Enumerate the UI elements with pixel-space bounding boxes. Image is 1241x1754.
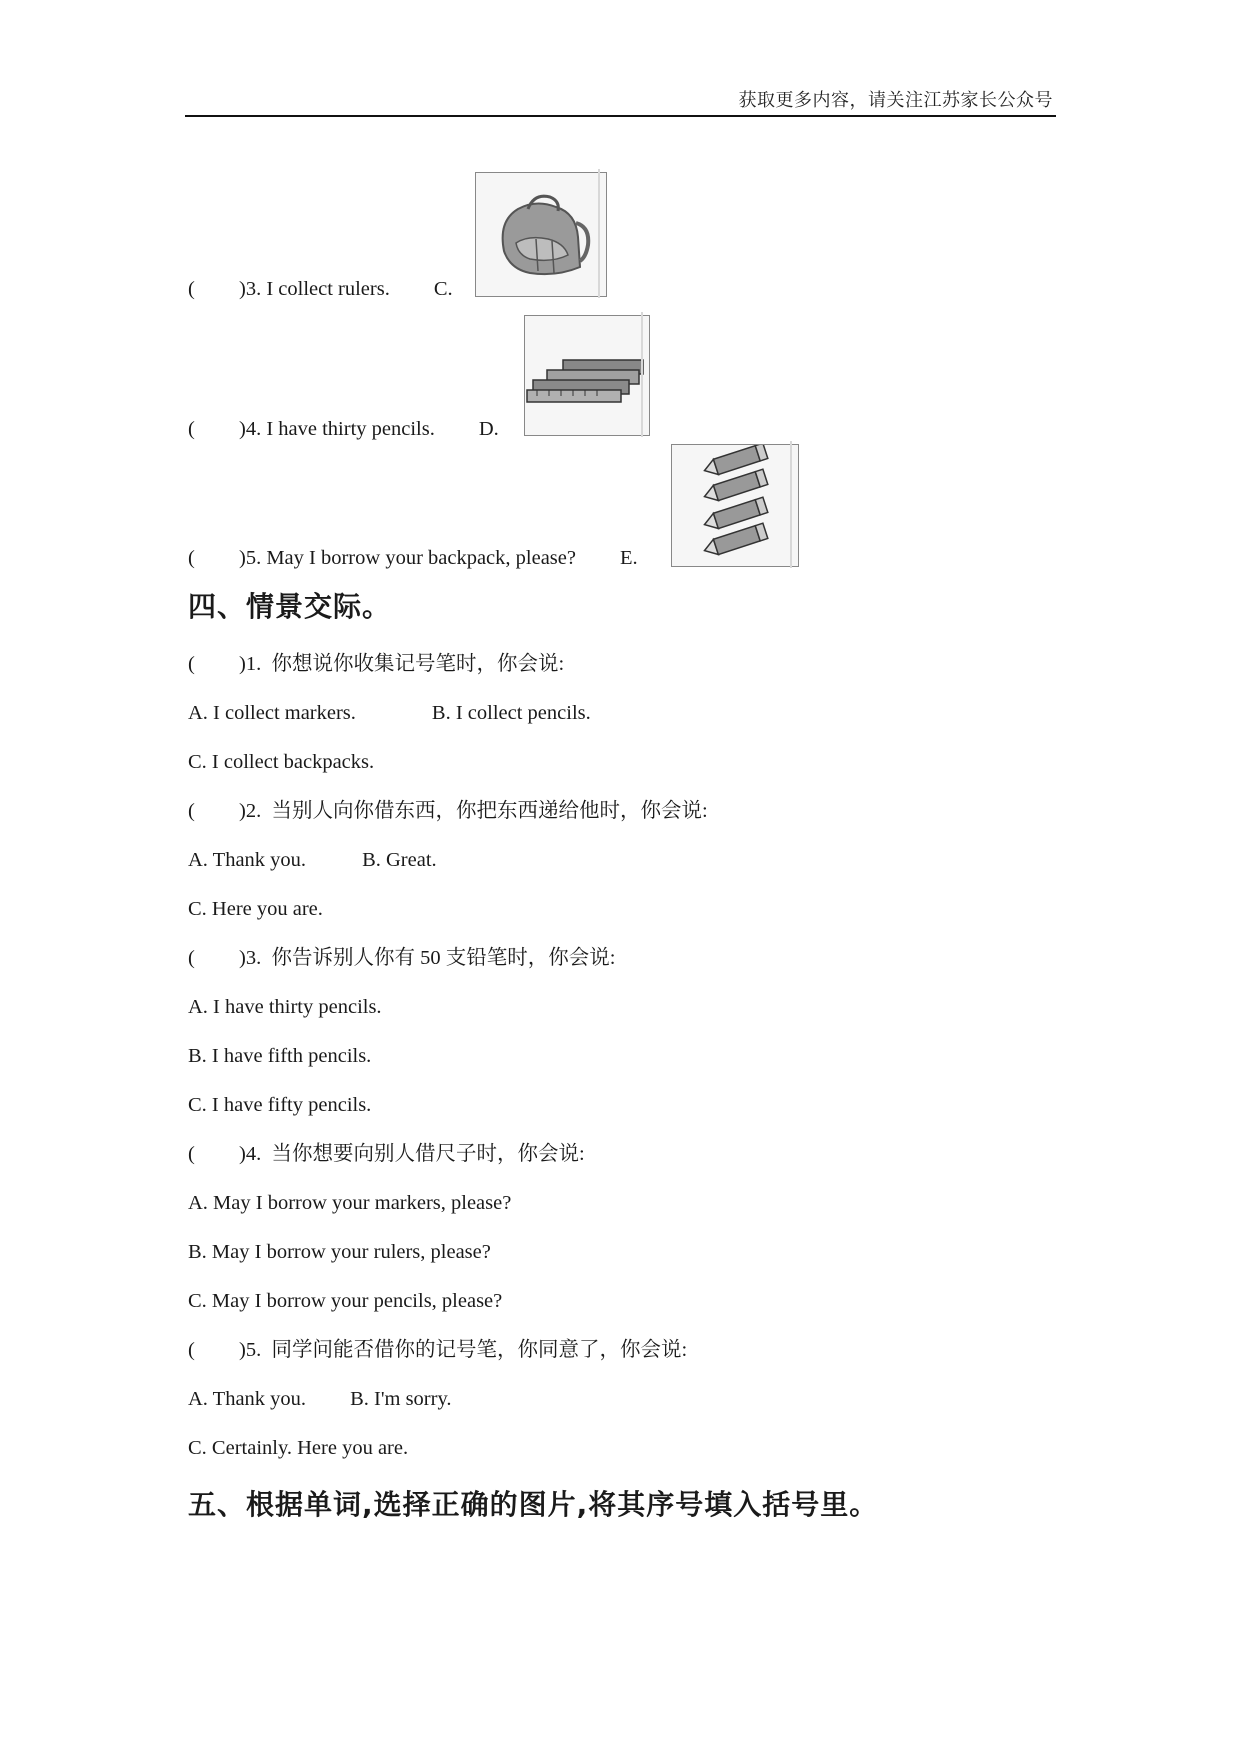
header-rule: [185, 115, 1056, 117]
rulers-picture: [524, 315, 650, 436]
option-a: A. I collect markers.: [188, 702, 356, 724]
question-1-option-c: C. I collect backpacks.: [188, 751, 375, 773]
question-2-stem: [188, 798, 708, 824]
rulers-icon: [525, 316, 649, 435]
answer-blank-open[interactable]: (: [188, 800, 195, 822]
section-4-title: 四、情景交际。: [188, 590, 392, 623]
option-b: B. Great.: [362, 849, 437, 871]
answer-blank-open[interactable]: (: [188, 278, 195, 300]
answer-blank-open[interactable]: (: [188, 653, 195, 675]
question-2-options-ab: [188, 847, 437, 873]
option-b: B. I'm sorry.: [350, 1388, 452, 1410]
question-text: )1. 你想说你收集记号笔时，你会说:: [239, 653, 565, 675]
question-3-option-b: B. I have fifth pencils.: [188, 1045, 372, 1067]
question-1-options-ab: [188, 700, 591, 726]
matching-item-text: )4. I have thirty pencils.: [239, 418, 435, 440]
backpack-icon: [476, 173, 606, 296]
question-text: )2. 当别人向你借东西，你把东西递给他时，你会说:: [239, 800, 708, 822]
matching-item-4: [188, 416, 499, 442]
question-text: )4. 当你想要向别人借尺子时，你会说:: [239, 1143, 585, 1165]
matching-item-text: )5. May I borrow your backpack, please?: [239, 547, 576, 569]
picture-letter: C.: [433, 278, 453, 300]
answer-blank-open[interactable]: (: [188, 1339, 195, 1361]
question-4-option-b: B. May I borrow your rulers, please?: [188, 1241, 491, 1263]
question-3-option-a: A. I have thirty pencils.: [188, 996, 382, 1018]
question-3-stem: [188, 945, 615, 971]
answer-blank-open[interactable]: (: [188, 418, 195, 440]
section-5-title: 五、根据单词,选择正确的图片,将其序号填入括号里。: [188, 1488, 879, 1521]
question-5-options-ab: [188, 1386, 452, 1412]
question-text: )3. 你告诉别人你有 50 支铅笔时，你会说:: [239, 947, 616, 969]
option-a: A. Thank you.: [188, 849, 307, 871]
pencils-icon: [672, 445, 798, 566]
pencils-picture: [671, 444, 799, 567]
question-5-stem: [188, 1337, 687, 1363]
option-a: A. Thank you.: [188, 1388, 307, 1410]
matching-item-text: )3. I collect rulers.: [239, 278, 390, 300]
option-b: B. I collect pencils.: [431, 702, 591, 724]
question-5-option-c: C. Certainly. Here you are.: [188, 1437, 409, 1459]
question-3-option-c: C. I have fifty pencils.: [188, 1094, 372, 1116]
matching-item-5: [188, 545, 638, 571]
question-4-option-a: A. May I borrow your markers, please?: [188, 1192, 512, 1214]
question-1-stem: [188, 651, 564, 677]
question-text: )5. 同学问能否借你的记号笔，你同意了，你会说:: [239, 1339, 688, 1361]
answer-blank-open[interactable]: (: [188, 947, 195, 969]
matching-item-3: [188, 276, 453, 302]
question-4-option-c: C. May I borrow your pencils, please?: [188, 1290, 503, 1312]
backpack-picture: [475, 172, 607, 297]
page-header-text: 获取更多内容，请关注江苏家长公众号: [738, 90, 1053, 110]
picture-letter: D.: [478, 418, 499, 440]
answer-blank-open[interactable]: (: [188, 547, 195, 569]
question-2-option-c: C. Here you are.: [188, 898, 323, 920]
question-4-stem: [188, 1141, 585, 1167]
picture-letter: E.: [619, 547, 638, 569]
answer-blank-open[interactable]: (: [188, 1143, 195, 1165]
